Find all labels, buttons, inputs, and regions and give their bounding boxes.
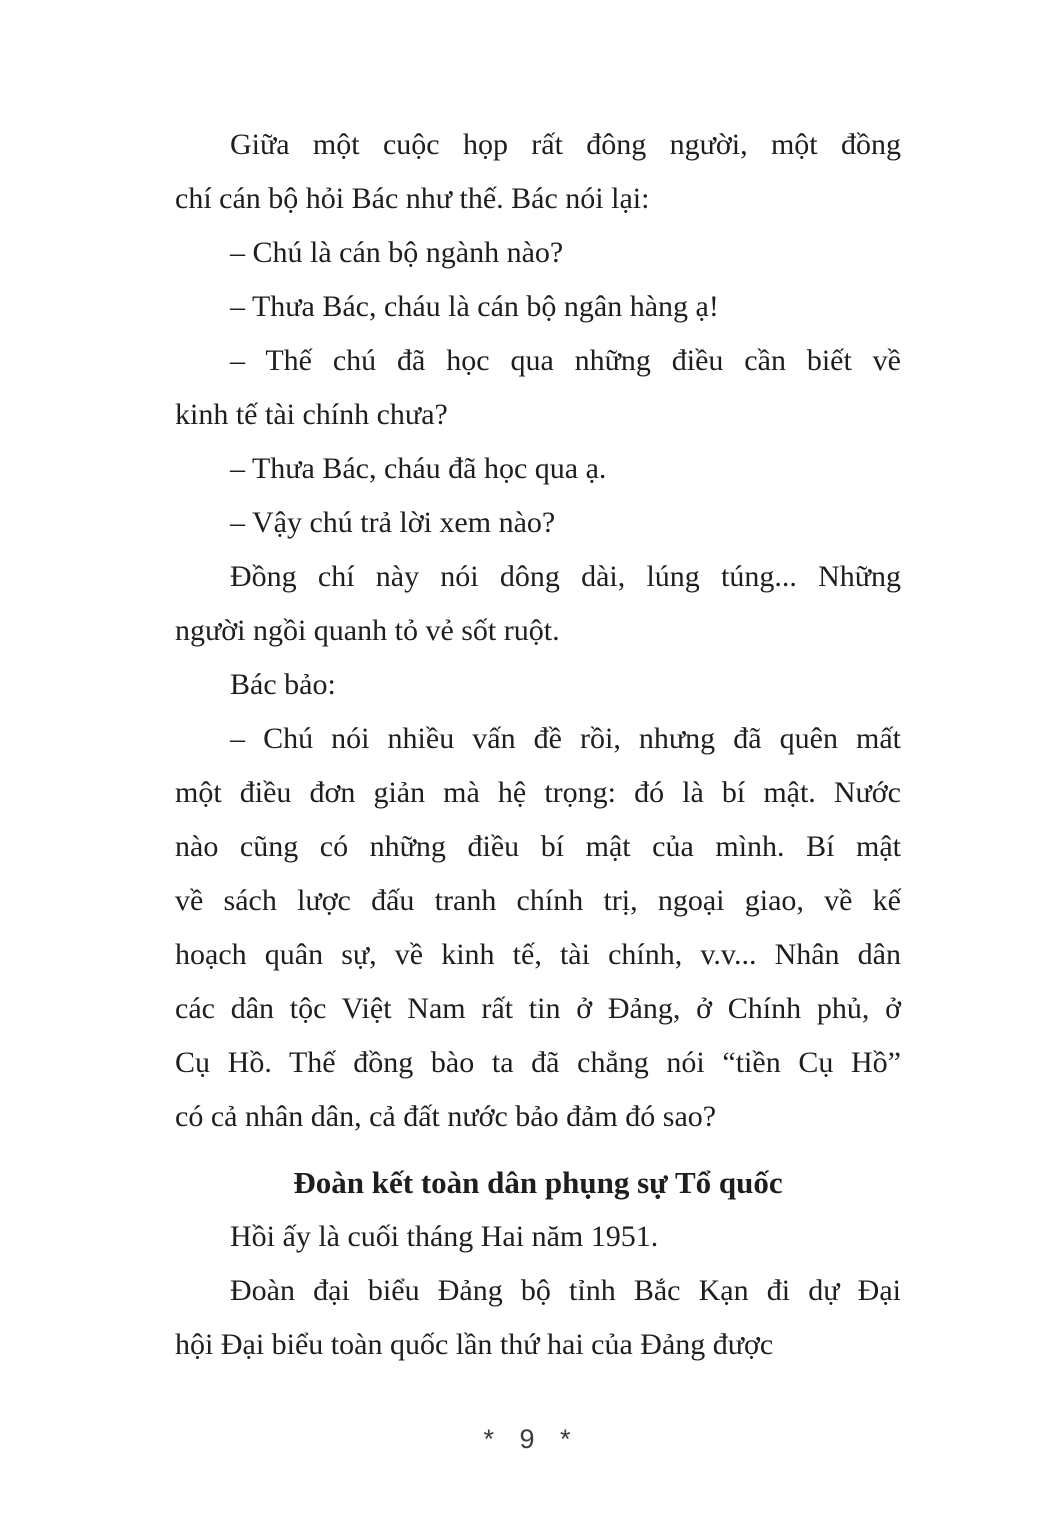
page-number	[0, 1424, 1056, 1455]
paragraph	[175, 550, 901, 658]
text-line: hội Đại biểu toàn quốc lần thứ hai của Đảng được	[175, 1328, 774, 1361]
paragraph	[175, 442, 901, 496]
text-line: có cả nhân dân, cả đất nước bảo đảm đó sao?	[175, 1100, 717, 1133]
text-line: chí cán bộ hỏi Bác như thế. Bác nói lại:	[175, 182, 650, 215]
text-line: Cụ Hồ. Thế đồng bào ta đã chẳng nói “tiền Cụ Hồ”	[175, 1046, 901, 1079]
text-line: Giữa một cuộc họp rất đông người, một đồng	[230, 128, 901, 161]
text-line: kinh tế tài chính chưa?	[175, 398, 448, 431]
text-line: Đoàn đại biểu Đảng bộ tỉnh Bắc Kạn đi dự Đại	[230, 1274, 901, 1307]
text-line: Bác bảo:	[230, 668, 336, 701]
page-number-text: * 9 *	[483, 1424, 573, 1454]
paragraph	[175, 496, 901, 550]
text-line: Hồi ấy là cuối tháng Hai năm 1951.	[230, 1220, 659, 1253]
text-line: các dân tộc Việt Nam rất tin ở Đảng, ở Chính phủ, ở	[175, 992, 901, 1025]
text-line: – Thưa Bác, cháu đã học qua ạ.	[230, 452, 607, 485]
paragraph	[175, 658, 901, 712]
paragraph	[175, 118, 901, 226]
paragraph	[175, 226, 901, 280]
text-line: – Vậy chú trả lời xem nào?	[230, 506, 556, 539]
paragraph	[175, 280, 901, 334]
paragraph	[175, 1210, 901, 1264]
text-line: – Thưa Bác, cháu là cán bộ ngân hàng ạ!	[230, 290, 719, 323]
text-column	[175, 118, 901, 1372]
text-line: – Thế chú đã học qua những điều cần biết về	[230, 344, 901, 377]
paragraph	[175, 712, 901, 1144]
text-line: hoạch quân sự, về kinh tế, tài chính, v.v... Nhân dân	[175, 938, 901, 971]
text-line: – Chú nói nhiều vấn đề rồi, nhưng đã quên mất	[230, 722, 901, 755]
paragraph	[175, 334, 901, 442]
text-line: Đồng chí này nói dông dài, lúng túng... Những	[230, 560, 901, 593]
paragraph	[175, 1264, 901, 1372]
text-line: một điều đơn giản mà hệ trọng: đó là bí mật. Nước	[175, 776, 901, 809]
text-line: – Chú là cán bộ ngành nào?	[230, 236, 564, 269]
text-line: người ngồi quanh tỏ vẻ sốt ruột.	[175, 614, 560, 647]
text-line: nào cũng có những điều bí mật của mình. Bí mật	[175, 830, 901, 863]
section-heading: Đoàn kết toàn dân phụng sự Tổ quốc	[293, 1165, 783, 1200]
text-line: về sách lược đấu tranh chính trị, ngoại giao, về kế	[175, 884, 901, 917]
